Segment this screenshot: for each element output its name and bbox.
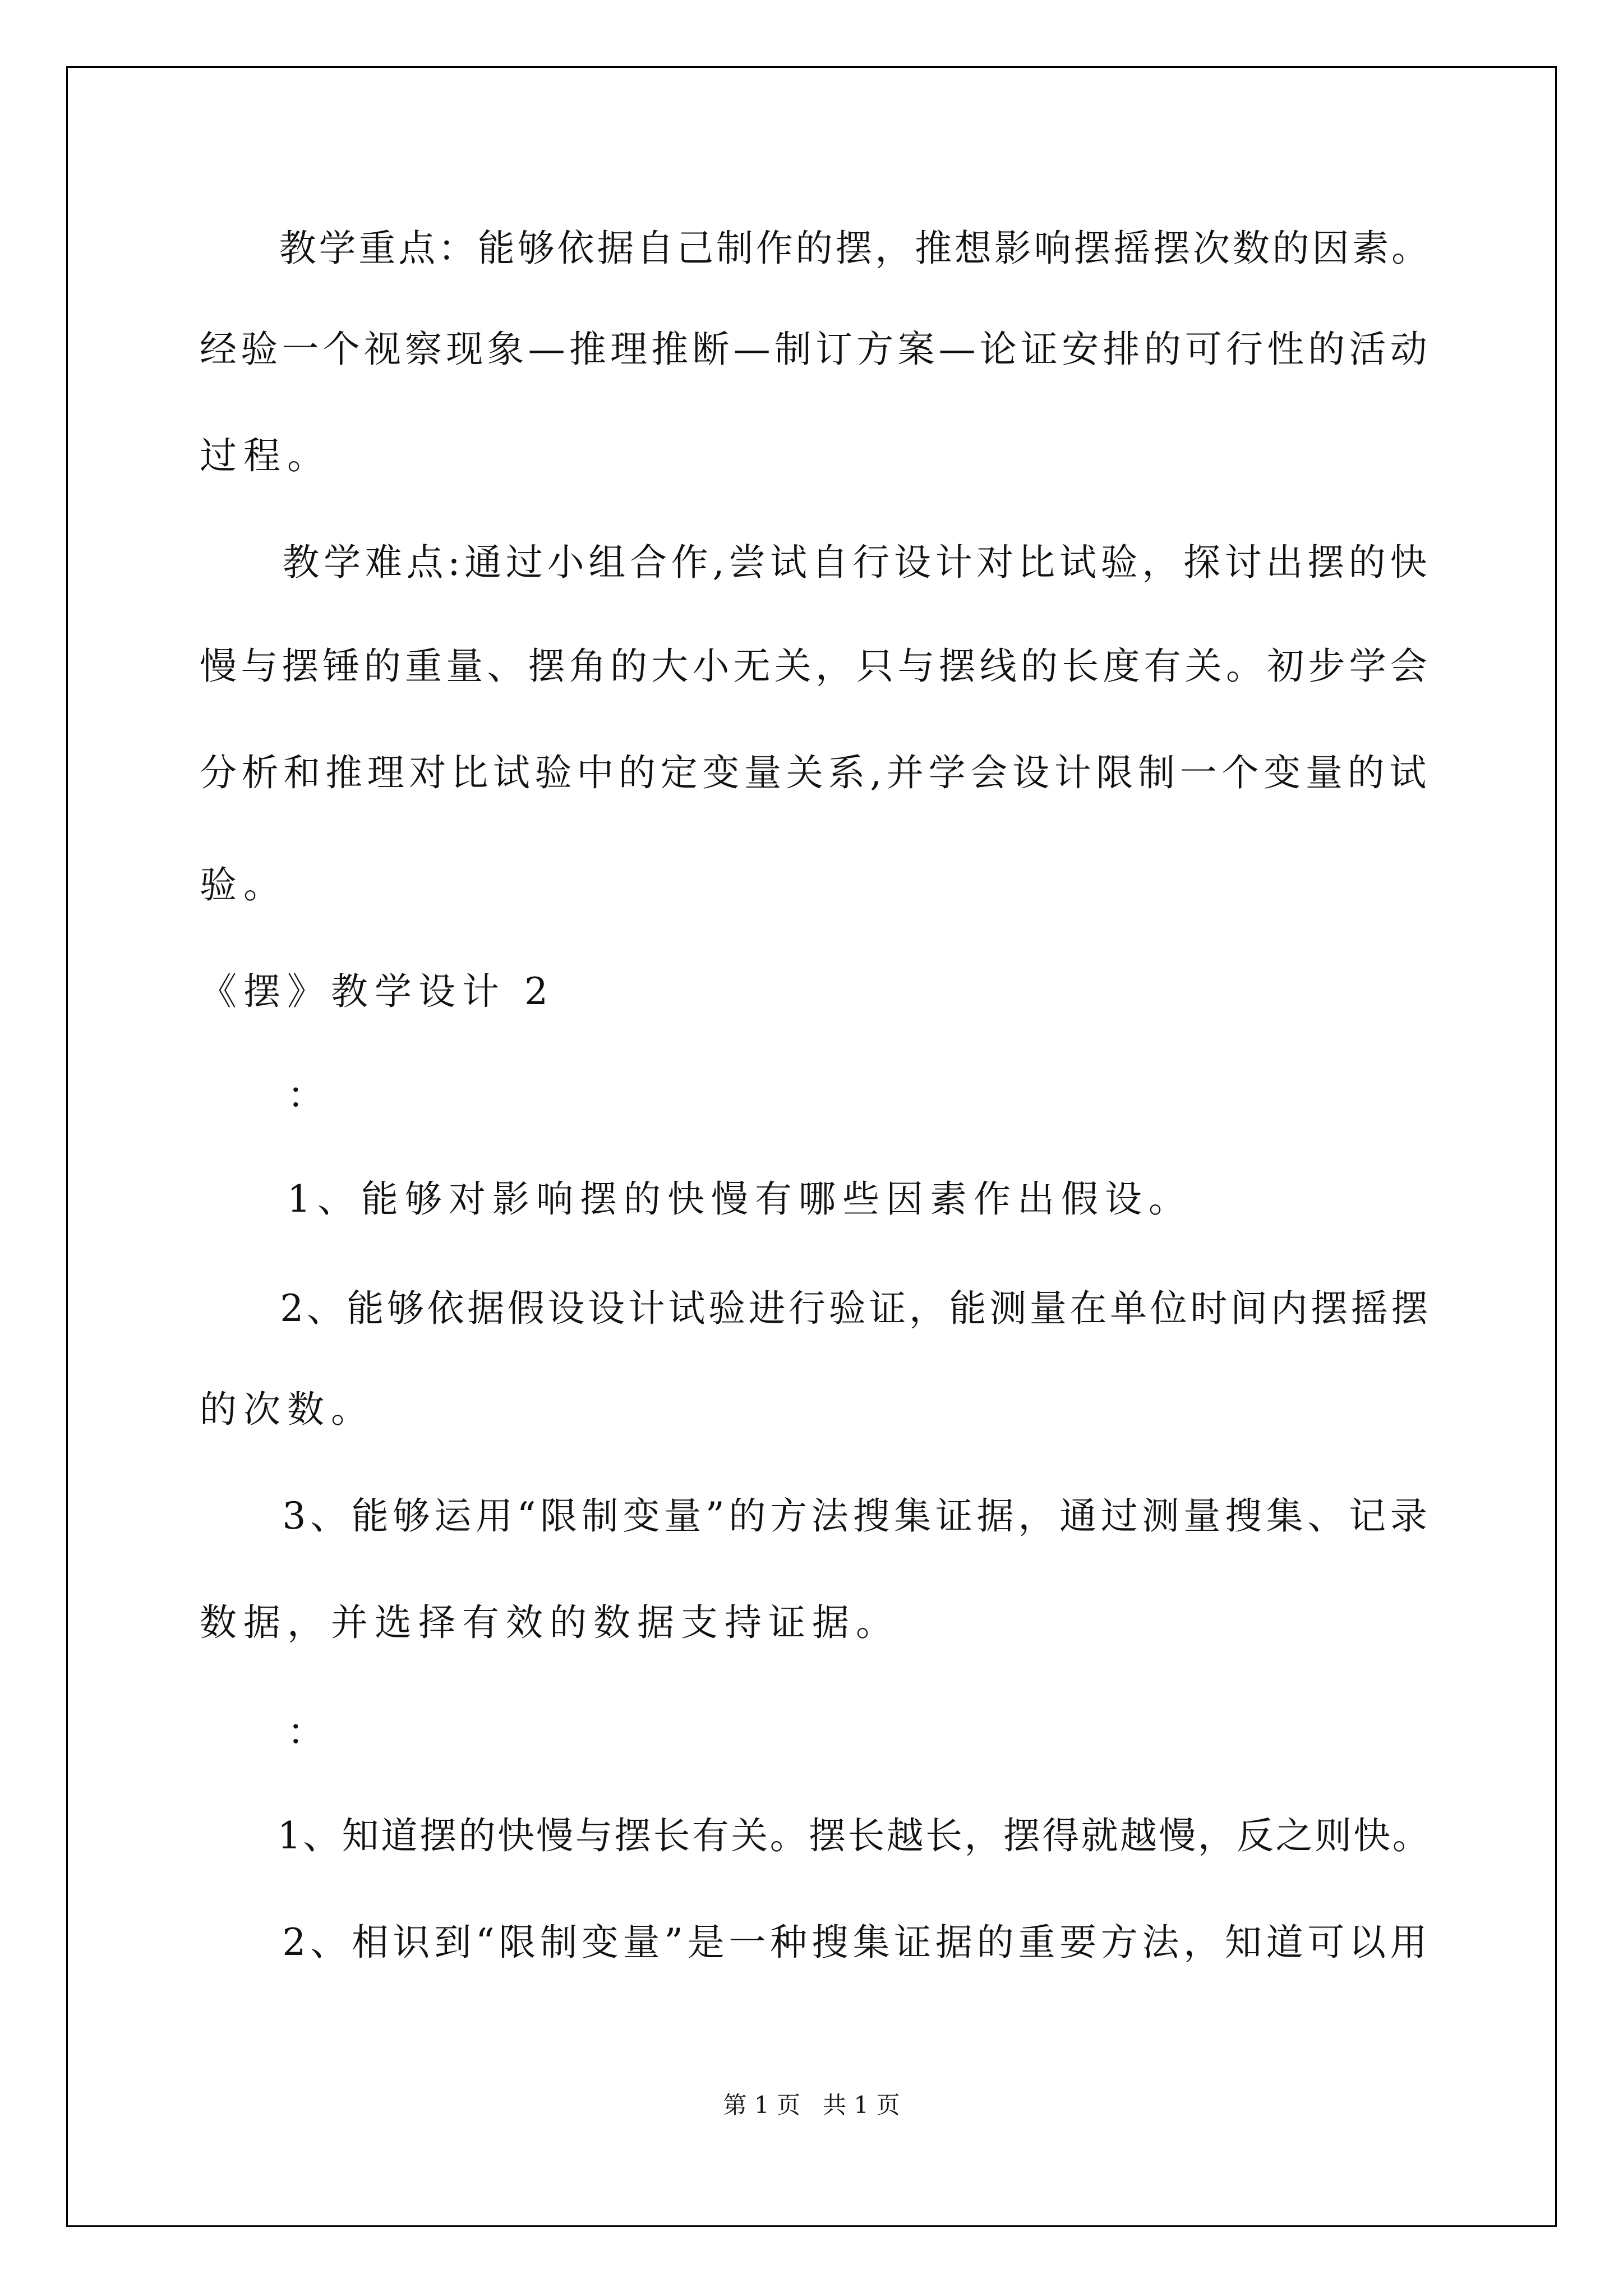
paragraph-line: 教学重点：能够依据自己制作的摆，推想影响摆摇摆次数的因素。 (200, 227, 1431, 270)
paragraph-line: 教学难点:通过小组合作,尝试自行设计对比试验，探讨出摆的快 (200, 541, 1432, 584)
paragraph-line: 验。 (200, 863, 287, 907)
page-border (66, 66, 1557, 2227)
list-item: 1、知道摆的快慢与摆长有关。摆长越长，摆得就越慢，反之则快。 (200, 1814, 1431, 1857)
list-item: 2、相识到“限制变量”是一种搜集证据的重要方法，知道可以用 (200, 1921, 1432, 1964)
paragraph-line: 过程。 (200, 434, 331, 477)
paragraph-line: ： (200, 1710, 331, 1754)
list-item: 3、能够运用“限制变量”的方法搜集证据，通过测量搜集、记录 (200, 1494, 1432, 1538)
paragraph-line: ： (200, 1074, 331, 1117)
paragraph-line: 慢与摆锤的重量、摆角的大小无关，只与摆线的长度有关。初步学会 (200, 645, 1431, 688)
page-footer: 第 1 页 共 1 页 (723, 2091, 900, 2119)
paragraph-line: 数据，并选择有效的数据支持证据。 (200, 1601, 900, 1644)
paragraph-line: 分析和推理对比试验中的定变量关系,并学会设计限制一个变量的试 (200, 751, 1431, 794)
paragraph-line: 经验一个视察现象—推理推断—制订方案—论证安排的可行性的活动 (200, 328, 1431, 371)
paragraph-line: 的次数。 (200, 1388, 375, 1431)
section-heading: 《摆》教学设计 2 (200, 970, 555, 1013)
list-item: 2、能够依据假设设计试验进行验证，能测量在单位时间内摆摇摆 (200, 1287, 1431, 1330)
list-item: 1、能够对影响摆的快慢有哪些因素作出假设。 (200, 1177, 1192, 1221)
